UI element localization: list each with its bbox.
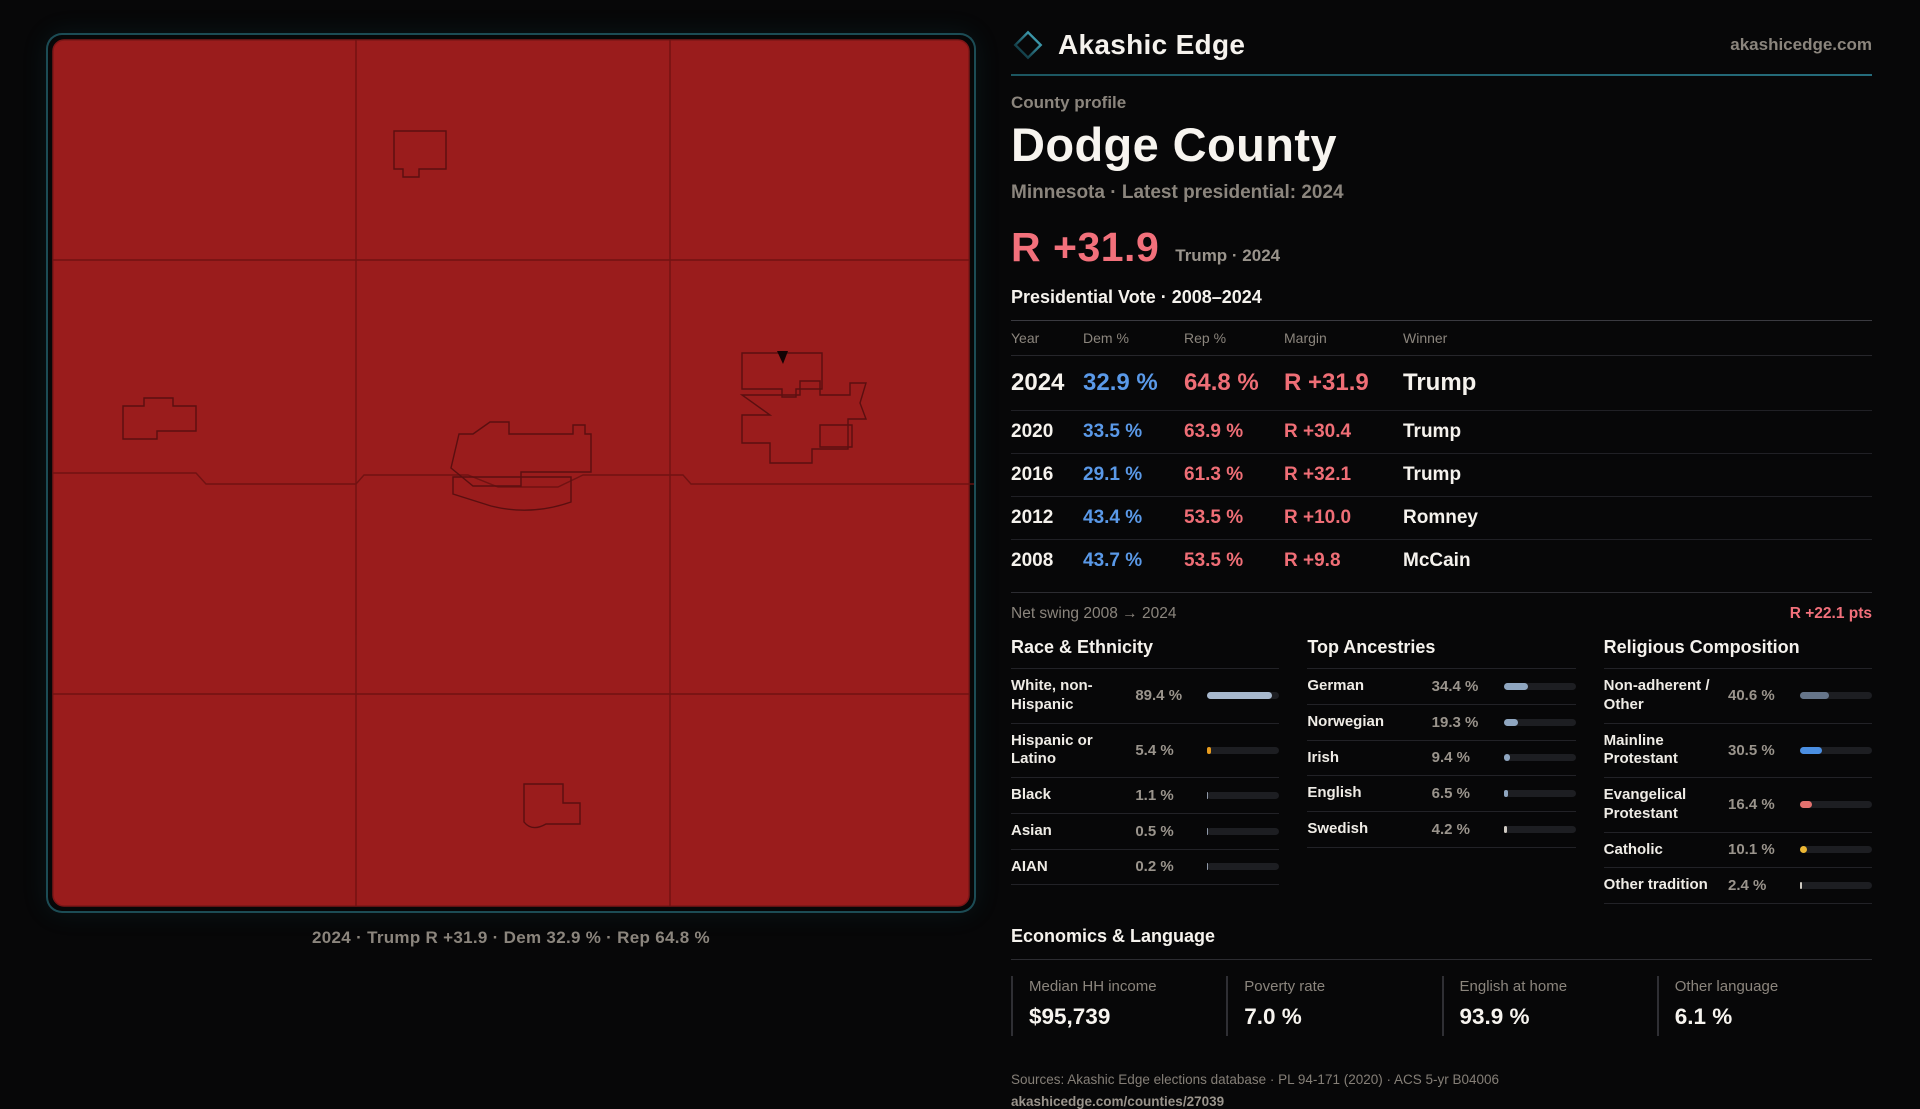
cell-rep: 53.5 % (1184, 507, 1244, 528)
item-label: Catholic (1603, 840, 1663, 858)
cell-rep: 64.8 % (1184, 369, 1259, 396)
cell-winner: Trump (1403, 369, 1477, 396)
cell-margin: R +9.8 (1284, 550, 1341, 571)
item-bar (1207, 692, 1279, 699)
stat-median-income (1011, 976, 1226, 1036)
item-value: 10.1 % (1728, 841, 1775, 859)
cell-dem: 43.4 % (1083, 507, 1143, 528)
sources-text: Sources: Akashic Edge elections database · PL 94-171 (2020) · ACS 5-yr B04006 (1011, 1072, 1500, 1087)
list-item (1011, 850, 1279, 886)
item-value: 6.5 % (1431, 785, 1471, 803)
table-header-row (1011, 321, 1872, 356)
ancestries-column (1307, 637, 1575, 904)
col-header-dem: Dem % (1083, 330, 1129, 346)
cell-dem: 29.1 % (1083, 464, 1143, 485)
item-label: Swedish (1307, 820, 1369, 837)
net-swing-row (1011, 592, 1872, 623)
list-item (1307, 812, 1575, 848)
item-bar (1800, 801, 1872, 808)
cell-winner: Trump (1403, 421, 1462, 442)
stat-poverty-rate (1226, 976, 1441, 1036)
cell-year: 2020 (1011, 421, 1054, 442)
section-divider (1011, 959, 1872, 960)
profile-column (1011, 28, 1872, 1109)
stat-value: 7.0 % (1244, 1004, 1302, 1029)
item-value: 4.2 % (1431, 820, 1471, 838)
item-value: 5.4 % (1135, 741, 1174, 759)
col-header-winner: Winner (1403, 330, 1448, 346)
page-title: Dodge County (1011, 118, 1337, 171)
item-label: Norwegian (1307, 712, 1385, 730)
cell-year: 2008 (1011, 550, 1054, 571)
item-value: 0.2 % (1135, 858, 1174, 876)
item-bar (1800, 846, 1872, 853)
list-item (1307, 741, 1575, 777)
item-bar (1504, 683, 1576, 690)
eyebrow-label: County profile (1011, 93, 1127, 112)
section-heading: Religious Composition (1603, 637, 1800, 657)
cell-dem: 32.9 % (1083, 369, 1158, 396)
item-value: 1.1 % (1135, 786, 1174, 804)
list-item (1011, 724, 1279, 779)
item-value: 0.5 % (1135, 822, 1174, 840)
item-value: 2.4 % (1728, 877, 1767, 895)
item-bar (1504, 719, 1576, 726)
table-row (1011, 497, 1872, 540)
latest-margin-value: R +31.9 (1011, 224, 1160, 270)
presidential-votes-table (1011, 320, 1872, 582)
list-item (1011, 669, 1279, 724)
county-map-panel[interactable] (46, 33, 976, 913)
item-value: 89.4 % (1135, 687, 1183, 705)
item-bar (1504, 826, 1576, 833)
item-bar (1504, 754, 1576, 761)
list-item (1307, 705, 1575, 741)
col-header-year: Year (1011, 330, 1040, 346)
stat-label: Other language (1674, 978, 1779, 995)
item-label: Black (1011, 786, 1052, 803)
race-ethnicity-column (1011, 637, 1279, 904)
permalink[interactable]: akashicedge.com/counties/27039 (1011, 1094, 1225, 1109)
item-value: 9.4 % (1431, 749, 1471, 767)
item-label: Evangelical Protestant (1603, 786, 1687, 822)
item-label: Other tradition (1603, 876, 1708, 894)
item-bar (1800, 692, 1872, 699)
net-swing-value: R +22.1 pts (1789, 605, 1872, 622)
list-item (1604, 868, 1872, 904)
cell-winner: Trump (1403, 464, 1462, 485)
stat-label: Poverty rate (1244, 978, 1326, 995)
item-label: English (1307, 784, 1362, 802)
item-bar (1207, 828, 1279, 835)
stat-other-language (1657, 976, 1872, 1036)
table-row (1011, 356, 1872, 411)
map-caption: 2024 · Trump R +31.9 · Dem 32.9 % · Rep 64.8 % (312, 928, 710, 947)
stat-value: 6.1 % (1674, 1004, 1733, 1029)
stat-value: 93.9 % (1459, 1004, 1530, 1029)
item-bar (1207, 747, 1279, 754)
cell-year: 2016 (1011, 464, 1054, 485)
item-bar (1207, 863, 1279, 870)
table-row (1011, 411, 1872, 454)
section-heading: Race & Ethnicity (1011, 637, 1154, 657)
item-label: Mainline Protestant (1603, 731, 1678, 768)
cell-margin: R +31.9 (1284, 369, 1369, 396)
item-label: Hispanic or Latino (1011, 731, 1093, 768)
col-header-rep: Rep % (1184, 330, 1227, 346)
item-label: Non-adherent / Other (1603, 677, 1710, 713)
page-subtitle: Minnesota · Latest presidential: 2024 (1011, 182, 1344, 203)
col-header-margin: Margin (1284, 330, 1327, 346)
headline-margin-block (1011, 224, 1872, 271)
list-item (1307, 669, 1575, 705)
item-label: Asian (1011, 821, 1052, 839)
latest-margin-context: Trump · 2024 (1175, 246, 1281, 265)
list-item (1604, 724, 1872, 779)
cell-year: 2024 (1011, 369, 1065, 396)
item-bar (1207, 792, 1279, 799)
stat-label: Median HH income (1029, 978, 1157, 995)
item-label: Irish (1307, 748, 1340, 766)
economics-section (1011, 926, 1872, 1036)
cell-rep: 53.5 % (1184, 550, 1244, 571)
cell-margin: R +10.0 (1284, 507, 1352, 528)
demographics-section (1011, 637, 1872, 904)
stat-value: $95,739 (1029, 1004, 1111, 1029)
sources-footer (1011, 1072, 1872, 1109)
cell-winner: Romney (1403, 507, 1478, 528)
list-item (1604, 833, 1872, 869)
list-item (1604, 669, 1872, 724)
cell-margin: R +32.1 (1284, 464, 1352, 485)
net-swing-label: Net swing 2008 → 2024 (1011, 605, 1177, 622)
item-value: 40.6 % (1728, 687, 1775, 705)
site-header (1011, 28, 1872, 62)
religion-column (1604, 637, 1872, 904)
cell-rep: 63.9 % (1184, 421, 1244, 442)
cell-dem: 43.7 % (1083, 550, 1143, 571)
site-url-link[interactable]: akashicedge.com (1730, 35, 1872, 54)
list-item (1011, 814, 1279, 850)
item-value: 16.4 % (1728, 796, 1775, 814)
item-value: 34.4 % (1431, 677, 1479, 695)
list-item (1604, 778, 1872, 833)
list-item (1011, 778, 1279, 814)
votes-table-title: Presidential Vote · 2008–2024 (1011, 287, 1262, 307)
header-divider (1011, 74, 1872, 76)
item-value: 19.3 % (1431, 713, 1479, 731)
table-row (1011, 454, 1872, 497)
item-label: German (1307, 677, 1365, 694)
item-bar (1504, 790, 1576, 797)
stat-english-at-home (1442, 976, 1657, 1036)
cell-winner: McCain (1403, 550, 1471, 571)
cell-rep: 61.3 % (1184, 464, 1244, 485)
item-bar (1800, 882, 1872, 889)
cell-margin: R +30.4 (1284, 421, 1352, 442)
brand-name: Akashic Edge (1058, 29, 1246, 60)
section-heading: Top Ancestries (1307, 637, 1436, 657)
item-value: 30.5 % (1728, 741, 1775, 759)
diamond-logo-icon (1011, 28, 1045, 62)
county-map (48, 35, 974, 911)
cell-dem: 33.5 % (1083, 421, 1143, 442)
list-item (1307, 776, 1575, 812)
section-heading: Economics & Language (1011, 926, 1216, 946)
item-bar (1800, 747, 1872, 754)
item-label: AIAN (1011, 857, 1048, 875)
item-label: White, non-Hispanic (1011, 677, 1093, 713)
table-row (1011, 540, 1872, 582)
cell-year: 2012 (1011, 507, 1054, 528)
stat-label: English at home (1459, 978, 1568, 995)
